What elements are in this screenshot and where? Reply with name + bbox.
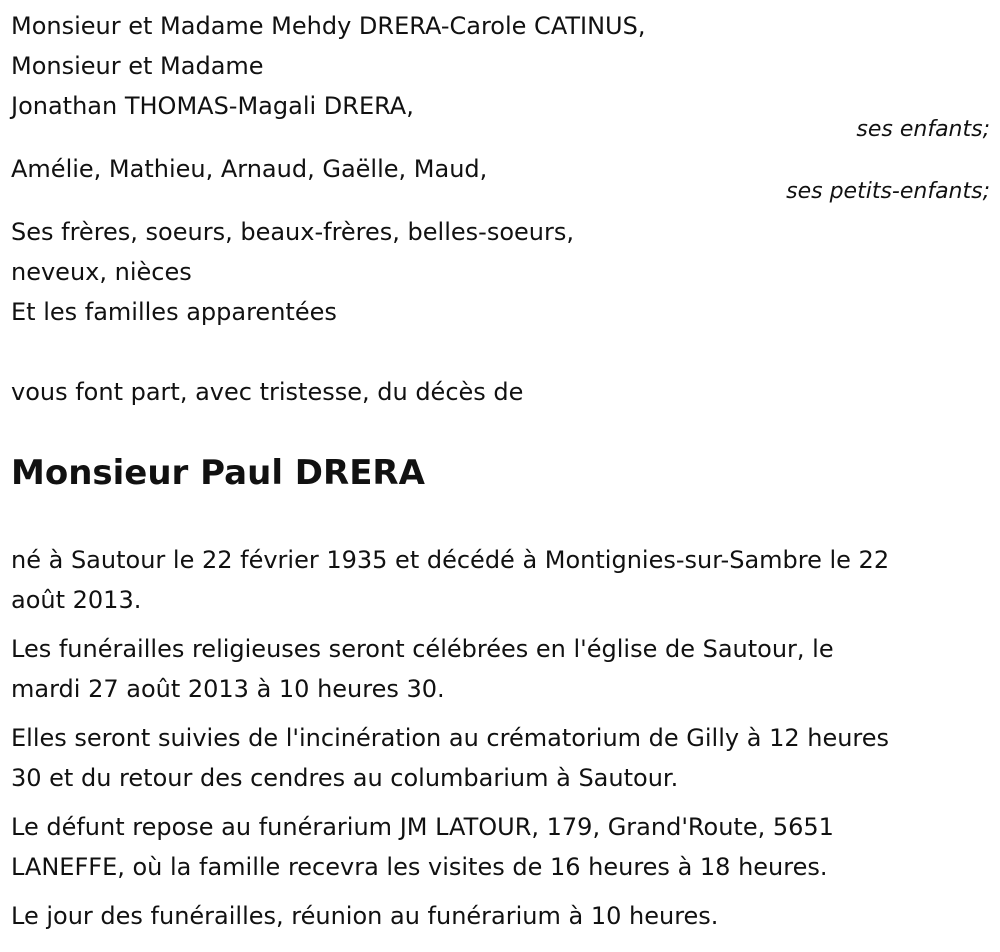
family-line-1: Monsieur et Madame Mehdy DRERA-Carole CATINUS, xyxy=(11,12,646,40)
siblings-line-1: Ses frères, soeurs, beaux-frères, belles-soeurs, xyxy=(11,218,574,246)
birth-death-line-1: né à Sautour le 22 février 1935 et décédé à Montignies-sur-Sambre le 22 xyxy=(11,546,890,574)
siblings-line-2: neveux, nièces xyxy=(11,258,192,286)
cremation-line-2: 30 et du retour des cendres au columbarium à Sautour. xyxy=(11,764,679,792)
children-label: ses enfants; xyxy=(856,117,990,142)
family-line-2: Monsieur et Madame xyxy=(11,52,264,80)
funeral-line-2: mardi 27 août 2013 à 10 heures 30. xyxy=(11,675,445,703)
deceased-name: Monsieur Paul DRERA xyxy=(11,453,425,493)
funeral-line-1: Les funérailles religieuses seront célébrées en l'église de Sautour, le xyxy=(11,635,834,663)
rest-place-line-2: LANEFFE, où la famille recevra les visites de 16 heures à 18 heures. xyxy=(11,853,828,881)
birth-death-line-2: août 2013. xyxy=(11,586,142,614)
rest-place-line-1: Le défunt repose au funérarium JM LATOUR, 179, Grand'Route, 5651 xyxy=(11,813,834,841)
grandchildren-label: ses petits-enfants; xyxy=(786,179,990,204)
family-line-3: Jonathan THOMAS-Magali DRERA, xyxy=(11,92,414,120)
siblings-line-3: Et les familles apparentées xyxy=(11,298,337,326)
grandchildren-names: Amélie, Mathieu, Arnaud, Gaëlle, Maud, xyxy=(11,155,488,183)
meeting-line: Le jour des funérailles, réunion au funérarium à 10 heures. xyxy=(11,902,719,930)
announcement-text: vous font part, avec tristesse, du décès de xyxy=(11,378,524,406)
cremation-line-1: Elles seront suivies de l'incinération au crématorium de Gilly à 12 heures xyxy=(11,724,890,752)
